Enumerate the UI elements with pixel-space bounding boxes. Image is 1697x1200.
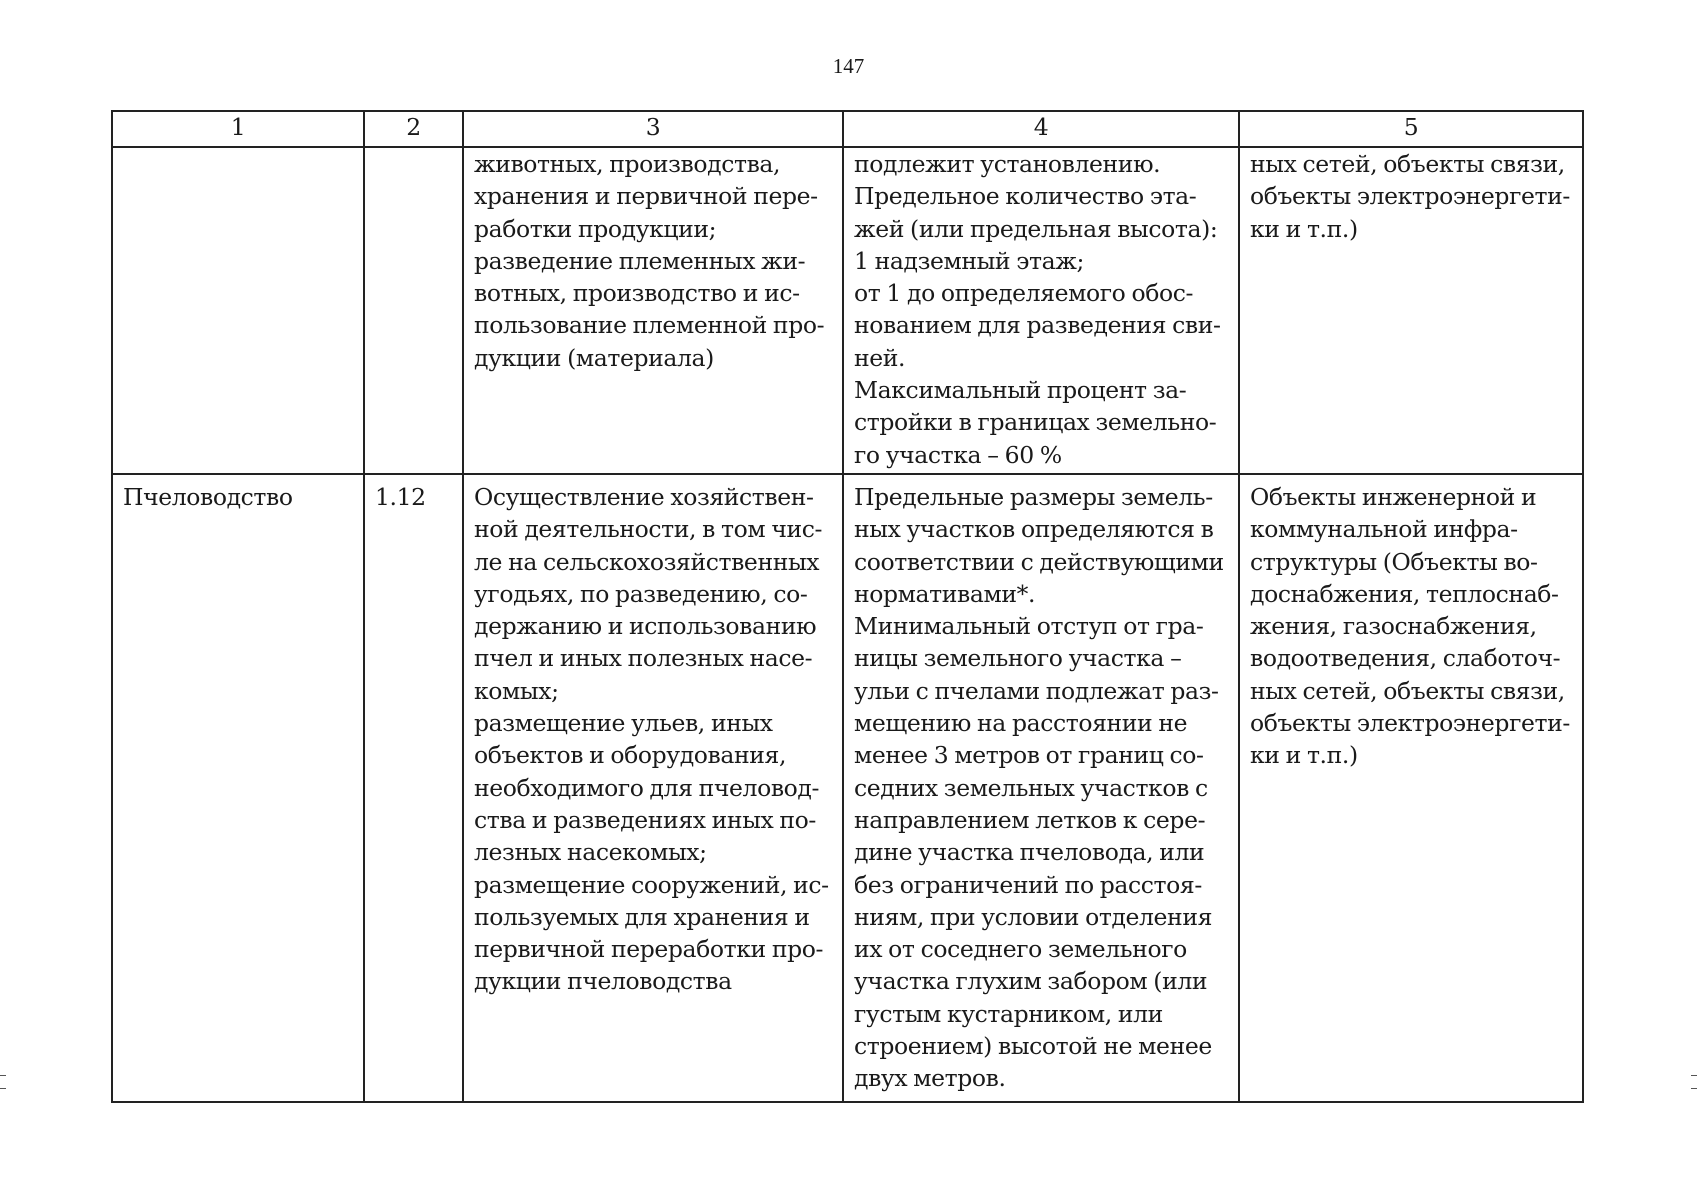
text-line: первичной переработки про- (474, 935, 824, 964)
text-line: животных, производства, (474, 150, 781, 178)
table-row (112, 474, 1583, 1102)
text-line: их от соседнего земельного (854, 935, 1187, 964)
cell-parameters (843, 147, 1239, 474)
text-line: необходимого для пчеловод- (474, 773, 820, 802)
text-line: седних земельных участков с (854, 773, 1208, 802)
text-line: ульи с пчелами подлежат раз- (854, 676, 1219, 705)
text-line: размещение ульев, иных (474, 709, 773, 738)
text-line: Максимальный процент за- (854, 376, 1187, 405)
text-line: ле на сельскохозяйственных (474, 547, 820, 576)
text-line: менее 3 метров от границ со- (854, 741, 1204, 770)
text-line: разведение племенных жи- (474, 246, 806, 275)
text-line: работки продукции; (474, 214, 717, 243)
text-line: структуры (Объекты во- (1250, 547, 1538, 576)
text-line: подлежит установлению. (854, 150, 1161, 178)
text-line: двух метров. (854, 1064, 1006, 1093)
text-line: ки и т.п.) (1250, 741, 1358, 770)
text-line: комых; (474, 676, 559, 705)
text-line: от 1 до определяемого обос- (854, 279, 1194, 308)
text-line: го участка – 60 % (854, 440, 1062, 469)
left-edge-mark (0, 1075, 6, 1089)
text-line: стройки в границах земельно- (854, 408, 1217, 437)
text-line: направлением летков к сере- (854, 805, 1206, 834)
header-col-2: 2 (364, 111, 463, 147)
text-line: ной деятельности, в том чис- (474, 515, 823, 544)
text-line: дине участка пчеловода, или (854, 838, 1205, 867)
text-line: водоотведения, слаботоч- (1250, 644, 1561, 673)
text-line: объекты электроэнергети- (1250, 709, 1570, 738)
cell-description (463, 147, 843, 474)
cell-auxiliary-uses (1239, 147, 1583, 474)
text-line: Предельные размеры земель- (854, 483, 1213, 511)
text-line: жей (или предельная высота): (854, 214, 1218, 243)
text-line: дукции (материала) (474, 343, 714, 372)
header-col-3: 3 (463, 111, 843, 147)
text-line: объектов и оборудования, (474, 741, 787, 770)
page-number: 147 (832, 54, 865, 78)
text-line: нованием для разведения сви- (854, 311, 1221, 340)
text-line: соответствии с действующими (854, 547, 1224, 576)
text-line: строением) высотой не менее (854, 1032, 1212, 1061)
cell-code (364, 147, 463, 474)
cell-description (463, 474, 843, 1102)
text-line: держанию и использованию (474, 612, 817, 641)
text-line: пользование племенной про- (474, 311, 825, 340)
text-line: густым кустарником, или (854, 999, 1163, 1028)
header-row (112, 111, 1583, 147)
text-line: жения, газоснабжения, (1250, 612, 1537, 641)
text-line: пчел и иных полезных насе- (474, 644, 813, 673)
text-line: ных участков определяются в (854, 515, 1214, 544)
text-line: размещение сооружений, ис- (474, 870, 829, 899)
text-line: нормативами*. (854, 579, 1036, 608)
cell-land-use-name (112, 147, 364, 474)
right-edge-mark (1691, 1075, 1697, 1089)
text-line: Объекты инженерной и (1250, 483, 1537, 511)
cell-auxiliary-uses (1239, 474, 1583, 1102)
text-line: объекты электроэнергети- (1250, 182, 1570, 211)
text-line: коммунальной инфра- (1250, 515, 1518, 544)
text-line: 1 надземный этаж; (854, 246, 1084, 275)
text-line: участка глухим забором (или (854, 967, 1208, 996)
text-line: хранения и первичной пере- (474, 182, 818, 211)
text-line: Предельное количество эта- (854, 182, 1197, 211)
text-line: вотных, производство и ис- (474, 279, 800, 308)
header-col-5: 5 (1239, 111, 1583, 147)
header-col-4: 4 (843, 111, 1239, 147)
text-line: ниям, при условии отделения (854, 902, 1213, 931)
text-line: Минимальный отступ от гра- (854, 612, 1204, 641)
text-line: без ограничений по расстоя- (854, 870, 1202, 899)
cell-parameters (843, 474, 1239, 1102)
cell-land-use-name: Пчеловодство (112, 474, 364, 1102)
text-line: ных сетей, объекты связи, (1250, 676, 1565, 705)
text-line: доснабжения, теплоснаб- (1250, 579, 1559, 608)
text-line: Осуществление хозяйствен- (474, 483, 814, 511)
text-line: угодьях, по разведению, со- (474, 579, 808, 608)
text-line: лезных насекомых; (474, 838, 707, 867)
cell-code: 1.12 (364, 474, 463, 1102)
text-line: ницы земельного участка – (854, 644, 1182, 673)
text-line: ки и т.п.) (1250, 214, 1358, 243)
text-line: мещению на расстоянии не (854, 709, 1188, 738)
text-line: ней. (854, 343, 906, 372)
header-col-1: 1 (112, 111, 364, 147)
regulations-table (111, 110, 1584, 1103)
text-line: дукции пчеловодства (474, 967, 732, 996)
text-line: ных сетей, объекты связи, (1250, 150, 1565, 178)
text-line: пользуемых для хранения и (474, 902, 810, 931)
table-row (112, 147, 1583, 474)
text-line: ства и разведениях иных по- (474, 805, 816, 834)
